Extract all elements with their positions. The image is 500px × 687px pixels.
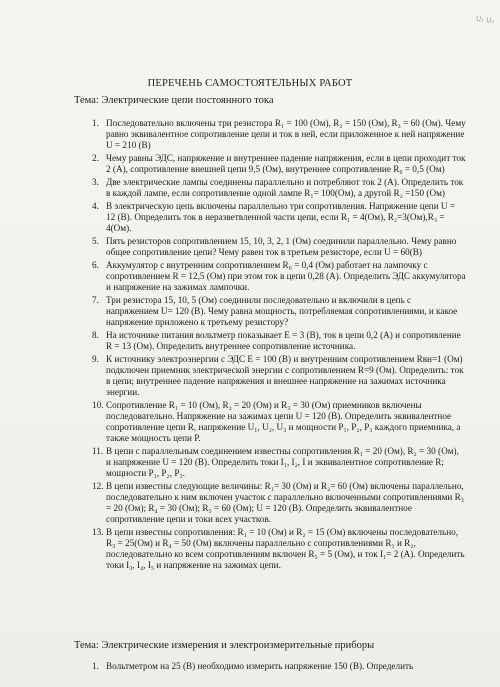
corner-handwritten-note: U₂ U₃ [475,14,495,26]
task-number: 4. [92,201,99,211]
task-text: Вольтметром на 25 (В) необходимо измерить напряжение 150 (В). Определить [106,661,414,671]
task-number: 8. [92,330,99,340]
task-item [92,118,466,151]
task-number: 7. [92,295,99,305]
task-text: Чему равны ЭДС, напряжение и внутреннее падение напряжения, если в цепи проходит ток 2 (А), сопротивление внешней цепи 9,5 (Ом), внутреннее сопротивление R₀ = 0,5 (Ом) [106,153,466,174]
task-text: Аккумулятор с внутренним сопротивлением R₀ = 0,4 (Ом) работает на лампочку с сопротивлением R = 12,5 (Ом) при этом ток в цепи 0,28 (А). Определить ЭДС аккумулятора и напряжение на зажимах лампочки. [106,260,466,292]
task-text: Две электрические лампы соединены параллельно и потребляют ток 2 (А). Определить ток в каждой лампе, если сопротивление одной лампе R₁= 100(Ом), а другой R₂ =150 (Ом) [106,177,464,198]
task-item [92,661,466,672]
task-text: В цепи с параллельным соединением известны сопротивления R₁ = 20 (Ом), R₂ = 30 (Ом), и напряжение U = 120 (В). Определить токи I₁, I₂, I и эквивалентное сопротивление R; мощности P₁, P₂, P₃. [106,446,459,478]
task-item [92,400,466,444]
task-text: На источнике питания вольтметр показывает E = 3 (В), ток в цепи 0,2 (А) и сопротивление R = 13 (Ом). Определить внутреннее сопротивление источника. [106,330,461,351]
task-item [92,295,466,328]
task-list-measurements [92,661,466,672]
task-number: 1. [92,118,99,128]
task-number: 13. [92,527,104,537]
task-number: 10. [92,400,104,410]
task-list-dc-circuits [92,118,466,573]
task-number: 5. [92,236,99,246]
task-text: К источнику электроэнергии с ЭДС E = 100 (В) и внутренним сопротивлением Rвн=1 (Ом) подключен приемник электрической энергии с сопротивлением R=9 (Ом). Определить: ток в цепи; внутреннее падение напряжения и внешнее напряжение на зажимах источника энергии. [106,354,464,397]
task-item [92,201,466,234]
task-text: Пять резисторов сопротивлением 15, 10, 3, 2, 1 (Ом) соединили параллельно. Чему равно общее сопротивление цепи? Чему равен ток в третьем резисторе, если U = 60(В) [106,236,457,257]
task-text: В электрическую цепь включены параллельно три сопротивления. Напряжение цепи U = 12 (В). Определить ток в неразветвленной части цепи, если R₁ = 4(Ом), R₂=3(Ом),R₃ = 4(Ом). [106,201,456,233]
task-number: 2. [92,153,99,163]
section-topic-dc-circuits: Тема: Электрические цепи постоянного тока [74,95,274,106]
task-item [92,527,466,571]
task-number: 9. [92,354,99,364]
task-text: В цепи известны следующие величины: R₁= 30 (Ом) и R₂= 60 (Ом) включены параллельно, последовательно к ним включен участок с параллельно включенными сопротивлениями R₃ = 20 (Ом); R₄ = 30 (Ом); R₅ = 60 (Ом); U = 120 (В). Определить эквивалентное сопротивление цепи и токи всех участков. [106,481,464,524]
task-item [92,236,466,258]
task-item [92,330,466,352]
task-number: 3. [92,177,99,187]
task-text: Три резистора 15, 10, 5 (Ом) соединили последовательно и включили в цепь с напряжением U= 120 (В). Чему равна мощность, потребляемая сопротивлениями, и какое напряжение приложено к третьему резистору? [106,295,458,327]
task-item [92,260,466,293]
page-title: ПЕРЕЧЕНЬ САМОСТОЯТЕЛЬНЫХ РАБОТ [147,78,353,89]
section-topic-measurements: Тема: Электрические измерения и электроизмерительные приборы [74,640,375,651]
task-item [92,446,466,479]
task-number: 12. [92,481,104,491]
task-text: Последовательно включены три резистора R₁ = 100 (Ом), R₂ = 150 (Ом), R₃ = 60 (Ом). Чему равно эквивалентное сопротивление цепи и ток в ней, если приложенное к ней напряжение U = 210 (В) [106,118,466,150]
task-item [92,177,466,199]
task-number: 6. [92,260,99,270]
task-item [92,153,466,175]
task-number: 1. [92,661,99,671]
task-text: Сопротивление R₁ = 10 (Ом), R₂ = 20 (Ом) и R₃ = 30 (Ом) приемников включены последовательно. Напряжение на зажимах цепи U = 120 (В). Определить эквивалентное сопротивление цепи R, напряжение U₁, U₂, U₃ и мощности P₁, P₂, P₃ каждого приемника, а также мощность цепи P. [106,400,461,443]
task-item [92,481,466,525]
task-number: 11. [92,446,104,456]
task-item [92,354,466,398]
task-text: В цепи известны сопротивления: R₁ = 10 (Ом) и R₂ = 15 (Ом) включены последовательно, R₃ = 25(Ом) и R₄ = 50 (Ом) включены параллельно с сопротивлениями R₁ и R₂, последовательно ко всем сопротивлениям включен R₅ = 5 (Ом), и ток I₁= 2 (А). Определить токи I₃, I₄, I₅ и напряжение на зажимах цепи. [106,527,465,570]
